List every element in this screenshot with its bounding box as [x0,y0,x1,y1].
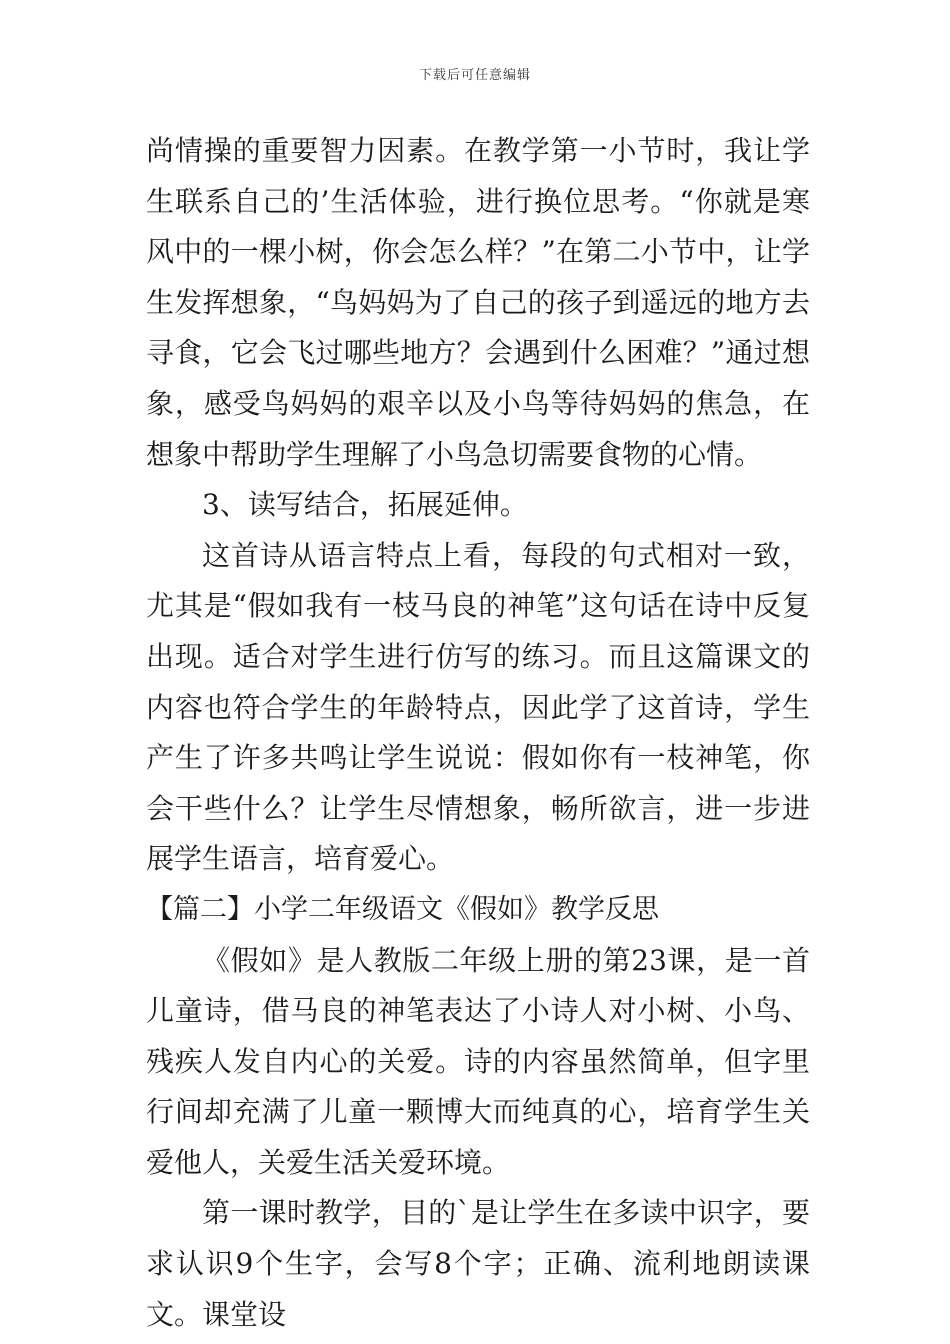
paragraph-continuation: 尚情操的重要智力因素。在教学第一小节时，我让学生联系自己的’生活体验，进行换位思考。“你就是寒风中的一棵小树，你会怎么样？”在第二小节中，让学生发挥想象，“鸟妈妈为了自己的孩子到遥远的地方去寻食，它会飞过哪些地方？会遇到什么困难？”通过想象，感受鸟妈妈的艰辛以及小鸟等待妈妈的焦急，在想象中帮助学生理解了小鸟急切需要食物的心情。 [146,134,810,471]
paragraph-first-lesson: 第一课时教学，目的`是让学生在多读中识字，要求认识9个生字，会写8个字；正确、流利地朗读课文。课堂设 [146,1196,810,1331]
document-body [146,126,810,1340]
section-heading-part-two: 【篇二】小学二年级语文《假如》教学反思 [146,893,659,925]
paragraph-lesson-intro: 《假如》是人教版二年级上册的第23课，是一首儿童诗，借马良的神笔表达了小诗人对小树、小鸟、残疾人发自内心的关爱。诗的内容虽然简单，但字里行间却充满了儿童一颗博大而纯真的心，培育学生关爱他人，关爱生活关爱环境。 [146,943,810,1179]
paragraph-section-3-title: 3、读写结合，拓展延伸。 [202,488,528,522]
page-header: 下载后可任意编辑 [418,68,531,83]
paragraph-reading-writing: 这首诗从语言特点上看，每段的句式相对一致，尤其是“假如我有一枝马良的神笔”这句话在诗中反复出现。适合对学生进行仿写的练习。而且这篇课文的内容也符合学生的年龄特点，因此学了这首诗，学生产生了许多共鸣让学生说说：假如你有一枝神笔，你会干些什么？让学生尽情想象，畅所欲言，进一步进展学生语言，培育爱心。 [146,538,810,876]
